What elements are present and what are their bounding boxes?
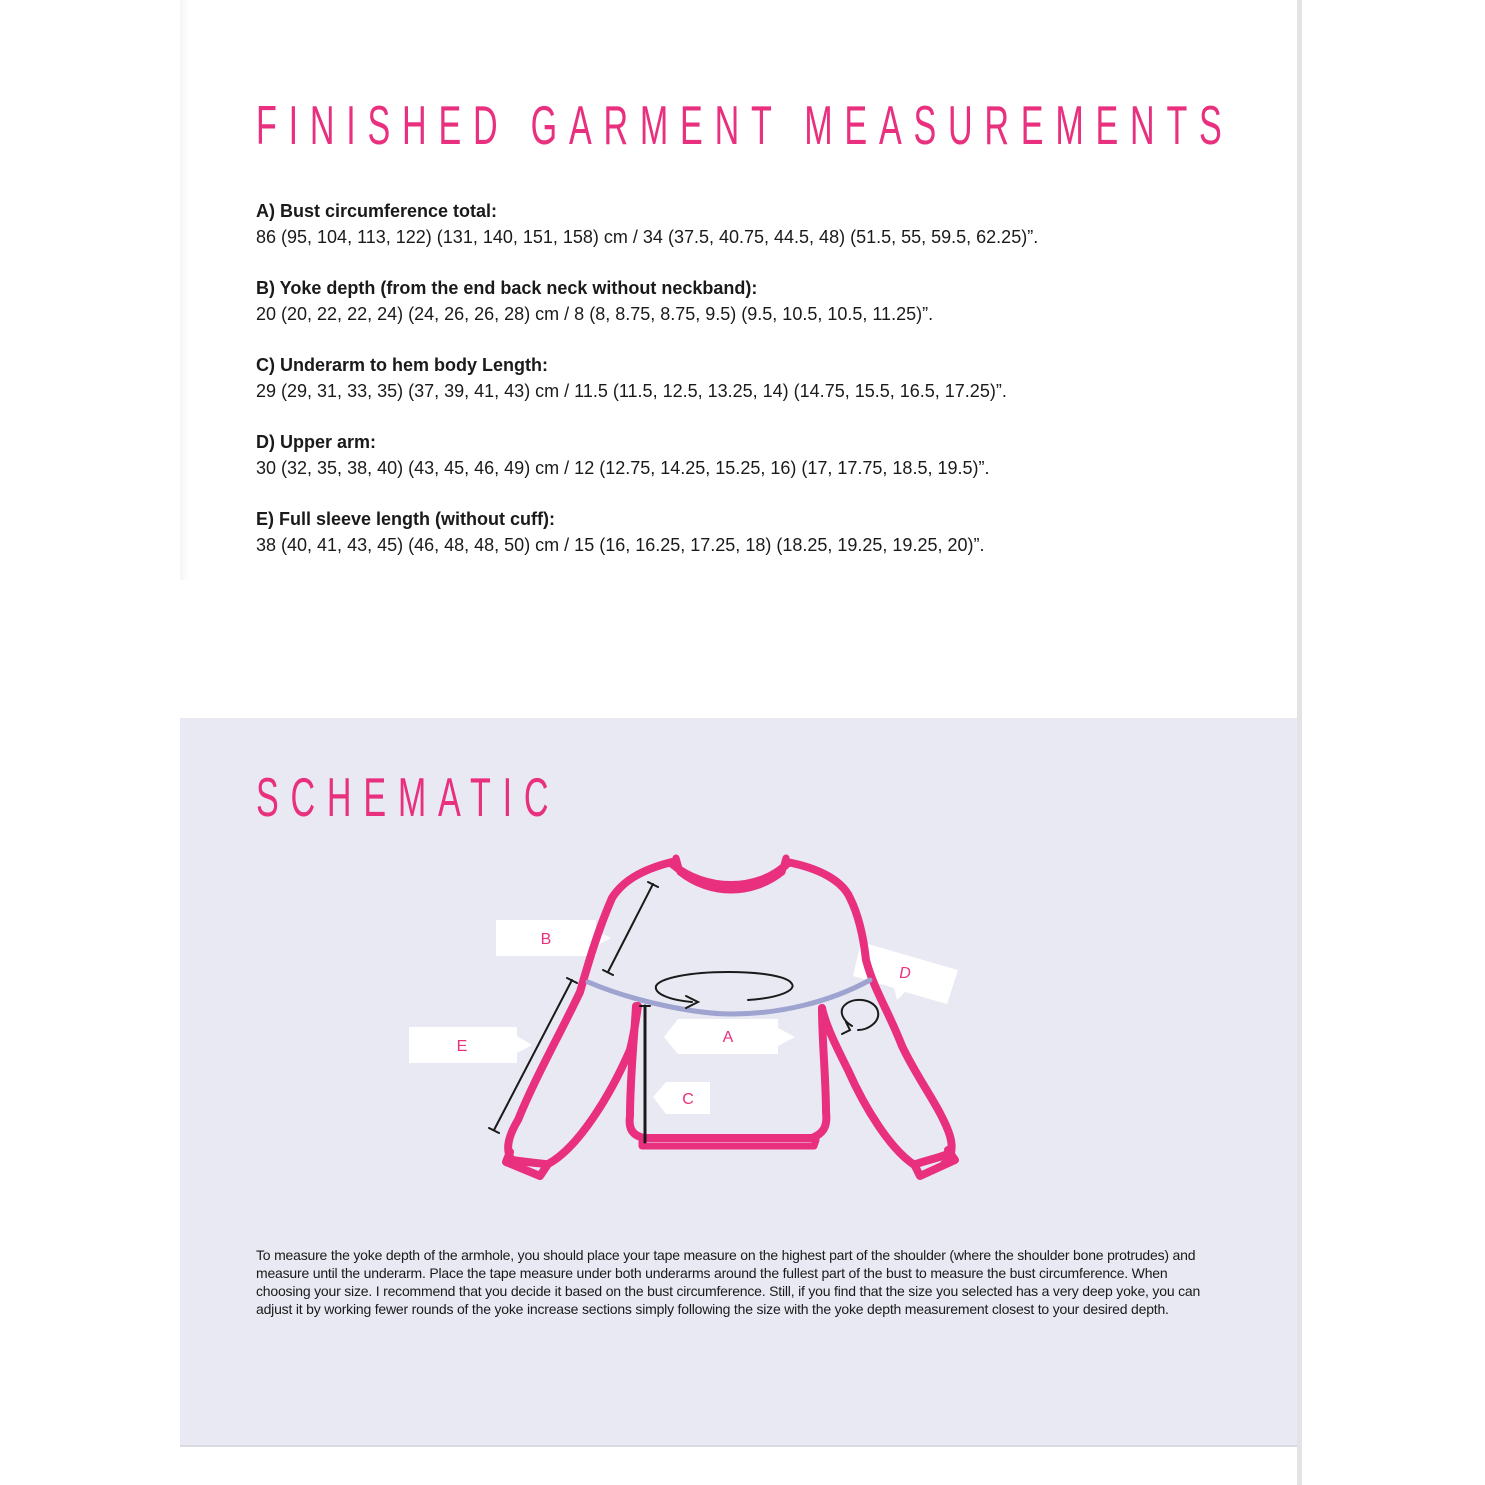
measurement-value: 20 (20, 22, 22, 24) (24, 26, 26, 28) cm / 8 (8, 8.75, 8.75, 9.5) (9.5, 10.5, 10.5, 11.25)”.	[256, 304, 934, 324]
schematic-note: To measure the yoke depth of the armhole, you should place your tape measure on the highest part of the shoulder (where the shoulder bone protrudes) and measure until the underarm. Place the tape measure under both underarms around the fullest part of the bust to measure the bust circumference. When choosing your size. I recommend that you decide it based on the bust circumference. Still, if you find that the size you selected has a very deep yoke, you can adjust it by working fewer rounds of the yoke increase sections simply following the size with the yoke depth measurement closest to your desired depth.	[256, 1247, 1201, 1317]
measurement-label: B) Yoke depth (from the end back neck without neckband):	[256, 278, 758, 298]
label-box-a	[664, 1019, 795, 1054]
measurement-value: 29 (29, 31, 33, 35) (37, 39, 41, 43) cm / 11.5 (11.5, 12.5, 13.25, 14) (14.75, 15.5, 16.5, 17.25)”.	[256, 381, 1007, 401]
schematic-section	[180, 718, 1297, 1447]
label-d: D	[899, 965, 911, 982]
measurement-body-length	[256, 353, 1266, 430]
label-c: C	[682, 1091, 694, 1108]
measurement-label: A) Bust circumference total:	[256, 201, 498, 221]
measurement-list	[256, 199, 1266, 584]
page-title: FINISHED GARMENT MEASUREMENTS	[256, 94, 1234, 156]
sweater-outline	[506, 858, 955, 1176]
label-e: E	[456, 1038, 468, 1055]
measurement-sleeve-length	[256, 507, 1266, 584]
measurement-bust	[256, 199, 1266, 276]
measurement-yoke-depth	[256, 276, 1266, 353]
yoke-line	[588, 980, 870, 1014]
label-box-c	[653, 1082, 710, 1114]
page-edge-shadow	[180, 0, 190, 580]
label-b: B	[540, 931, 552, 948]
measurement-label: C) Underarm to hem body Length:	[256, 355, 548, 375]
measurement-value: 30 (32, 35, 38, 40) (43, 45, 46, 49) cm / 12 (12.75, 14.25, 15.25, 16) (17, 17.75, 18.5, 19.5)”.	[256, 458, 990, 478]
measurement-upper-arm	[256, 430, 1266, 507]
measurement-value: 86 (95, 104, 113, 122) (131, 140, 151, 158) cm / 34 (37.5, 40.75, 44.5, 48) (51.5, 55, 59.5, 62.25)”.	[256, 227, 1039, 247]
sweater-schematic-diagram	[180, 718, 1297, 1238]
page-edge-rule	[1297, 0, 1302, 1485]
label-a: A	[722, 1029, 734, 1046]
measurement-label: E) Full sleeve length (without cuff):	[256, 509, 555, 529]
schematic-title: SCHEMATIC	[256, 766, 561, 828]
measurement-label: D) Upper arm:	[256, 432, 377, 452]
measurement-value: 38 (40, 41, 43, 45) (46, 48, 48, 50) cm / 15 (16, 16.25, 17.25, 18) (18.25, 19.25, 19.25, 20)”.	[256, 535, 985, 555]
label-box-e	[409, 1027, 532, 1063]
